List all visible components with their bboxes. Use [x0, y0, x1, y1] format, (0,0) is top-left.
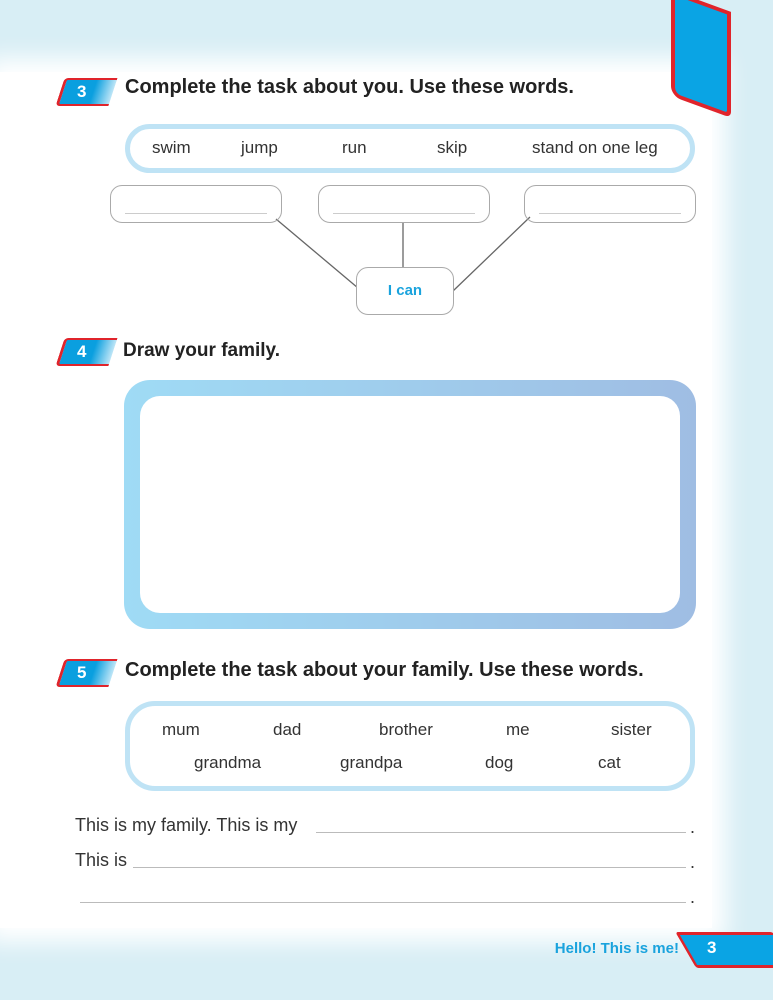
word: me: [506, 720, 530, 739]
word: skip: [437, 138, 468, 157]
drawing-frame: [124, 380, 696, 629]
exercise-3-badge: 3: [55, 78, 117, 106]
full-stop: .: [690, 817, 696, 837]
word: swim: [152, 138, 191, 157]
word: grandpa: [340, 753, 403, 772]
answer-box-3[interactable]: [524, 185, 696, 223]
word: dog: [485, 753, 514, 772]
exercise-4-badge: 4: [55, 338, 117, 366]
word-box-5: [125, 701, 695, 791]
sentence-2: This is: [75, 850, 128, 870]
footer-title: Hello! This is me!: [554, 940, 679, 957]
page-number: 3: [707, 938, 717, 957]
full-stop: .: [690, 852, 696, 872]
answer-line-3[interactable]: [80, 902, 686, 903]
word: grandma: [194, 753, 262, 772]
exercise-5-title: Complete the task about your family. Use these words.: [125, 659, 644, 681]
word: brother: [379, 720, 433, 739]
word: cat: [598, 753, 621, 772]
word: sister: [611, 720, 652, 739]
drawing-area[interactable]: [140, 396, 680, 613]
word: run: [342, 138, 367, 157]
word: dad: [273, 720, 302, 739]
exercise-5-badge: 5: [55, 659, 117, 687]
exercise-3-title: Complete the task about you. Use these words.: [125, 76, 574, 98]
answer-line-1[interactable]: [316, 832, 686, 833]
answer-box-2[interactable]: [318, 185, 490, 223]
word: stand on one leg: [532, 138, 658, 157]
word: mum: [162, 720, 200, 739]
sentence-1: This is my family. This is my: [75, 815, 298, 835]
word: jump: [241, 138, 278, 157]
page-number-tab: [675, 932, 773, 968]
exercise-4-title: Draw your family.: [123, 340, 280, 361]
answer-box-1[interactable]: [110, 185, 282, 223]
i-can-box: I can: [356, 267, 454, 315]
answer-line-2[interactable]: [133, 867, 686, 868]
full-stop: .: [690, 887, 696, 907]
